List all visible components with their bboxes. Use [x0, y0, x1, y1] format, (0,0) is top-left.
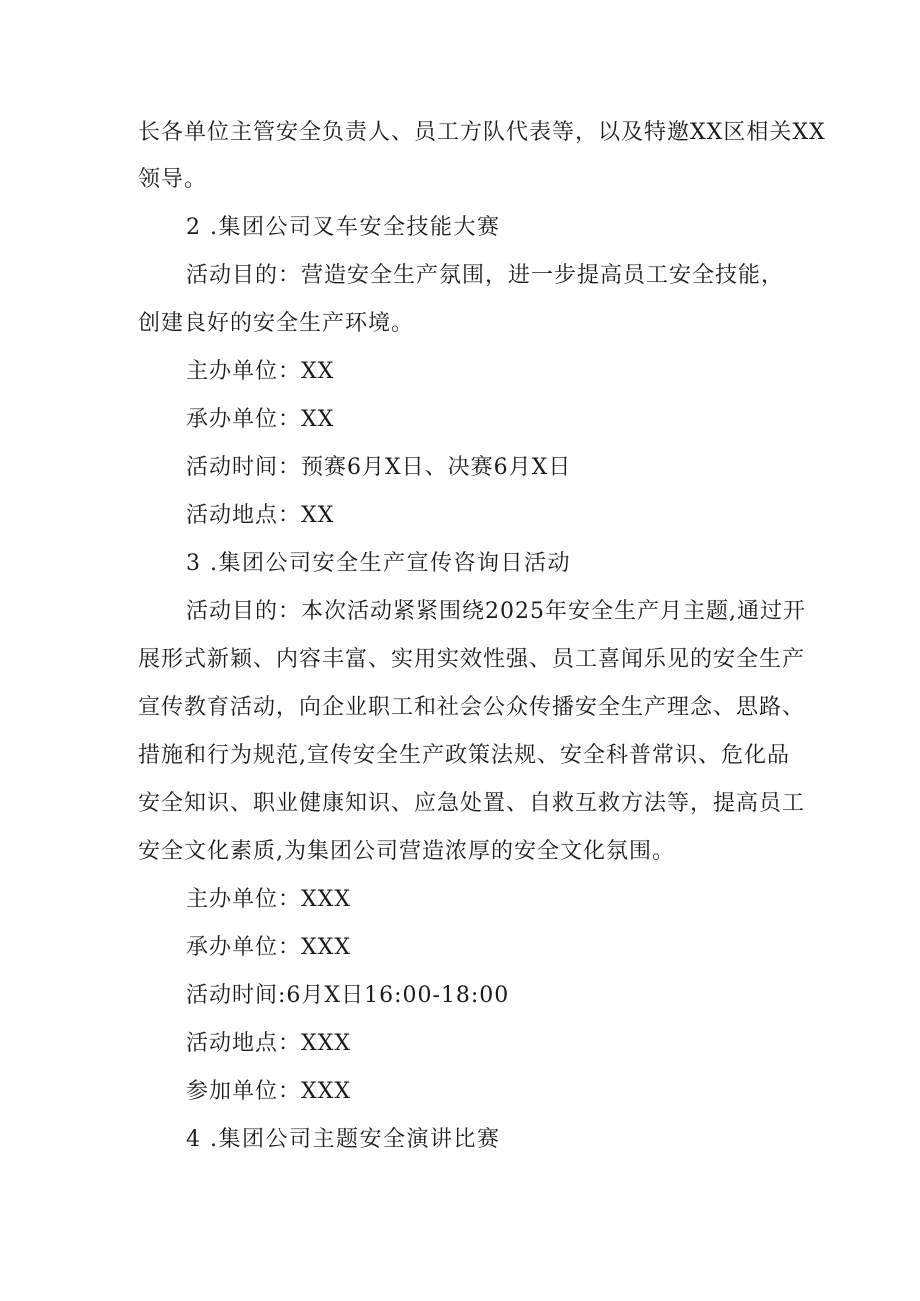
organizer: 主办单位：XX	[186, 359, 335, 384]
activity-purpose: 活动目的：本次活动紧紧围绕2025年安全生产月主题,通过开	[186, 599, 806, 624]
activity-time: 活动时间：预赛6月X日、决赛6月X日	[186, 455, 572, 480]
body-text-line: 安全文化素质,为集团公司营造浓厚的安全文化氛围。	[138, 839, 675, 864]
organizer: 主办单位：XXX	[186, 887, 351, 912]
activity-purpose: 活动目的：营造安全生产氛围，进一步提高员工安全技能，	[186, 263, 785, 288]
body-text-line: 创建良好的安全生产环境。	[138, 311, 415, 336]
activity-location: 活动地点：XXX	[186, 1031, 351, 1056]
section-heading-3: 3 .集团公司安全生产宣传咨询日活动	[186, 551, 571, 576]
body-text-line: 措施和行为规范,宣传安全生产政策法规、安全科普常识、危化品	[138, 743, 790, 768]
activity-time: 活动时间:6月X日16:00-18:00	[186, 983, 510, 1008]
body-text-line: 展形式新颖、内容丰富、实用实效性强、员工喜闻乐见的安全生产	[138, 647, 806, 672]
section-heading-4: 4 .集团公司主题安全演讲比赛	[186, 1127, 501, 1152]
body-text-line: 安全知识、职业健康知识、应急处置、自救互救方法等，提高员工	[138, 791, 806, 816]
participating-units: 参加单位：XXX	[186, 1079, 351, 1104]
body-text-line: 领导。	[138, 167, 208, 192]
body-text-line: 宣传教育活动，向企业职工和社会公众传播安全生产理念、思路、	[138, 695, 806, 720]
section-heading-2: 2 .集团公司叉车安全技能大赛	[186, 215, 501, 240]
body-text-line: 长各单位主管安全负责人、员工方队代表等，以及特邀XX区相关XX	[138, 120, 826, 145]
undertaker: 承办单位：XX	[186, 407, 335, 432]
undertaker: 承办单位：XXX	[186, 935, 351, 960]
activity-location: 活动地点：XX	[186, 503, 335, 528]
